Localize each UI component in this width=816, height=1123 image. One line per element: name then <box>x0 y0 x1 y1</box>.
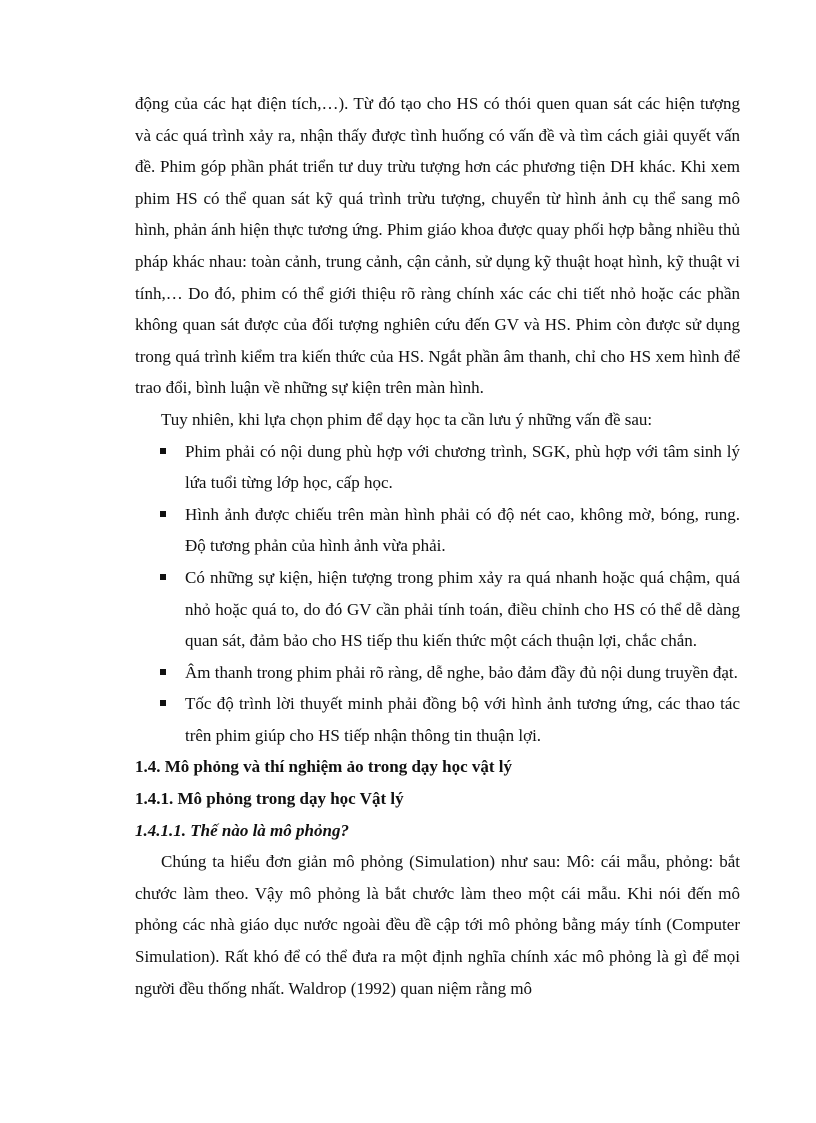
film-criteria-list <box>135 436 740 752</box>
section-heading: 1.4. Mô phỏng và thí nghiệm ảo trong dạy học vật lý <box>135 757 513 777</box>
list-item: Âm thanh trong phim phải rõ ràng, dễ nghe, bảo đảm đầy đủ nội dung truyền đạt. <box>135 657 740 689</box>
square-bullet-icon <box>160 574 166 580</box>
list-item: Hình ảnh được chiếu trên màn hình phải có độ nét cao, không mờ, bóng, rung. Độ tương phản của hình ảnh vừa phải. <box>135 499 740 562</box>
subsubsection-heading: 1.4.1.1. Thế nào là mô phỏng? <box>135 820 349 840</box>
paragraph-film-benefits: động của các hạt điện tích,…). Từ đó tạo cho HS có thói quen quan sát các hiện tượng và các quá trình xảy ra, nhận thấy được tình huống có vấn đề và tìm cách giải quyết vấn đề. Phim góp phần phát triển tư duy trừu tượng hơn các phương tiện DH khác. Khi xem phim HS có thể quan sát kỹ quá trình trừu tượng, chuyển từ hình ảnh cụ thể sang mô hình, phản ánh hiện thực tương ứng. Phim giáo khoa được quay phối hợp bằng nhiều thủ pháp khác nhau: toàn cảnh, trung cảnh, cận cảnh, sử dụng kỹ thuật hoạt hình, kỹ thuật vi tính,… Do đó, phim có thể giới thiệu rõ ràng chính xác các chi tiết nhỏ hoặc các phần không quan sát được của đối tượng nghiên cứu đến GV và HS. Phim còn được sử dụng trong quá trình kiểm tra kiến thức của HS. Ngắt phần âm thanh, chỉ cho HS xem hình để trao đổi, bình luận về những sự kiện trên màn hình. <box>135 94 740 398</box>
paragraph-film-notes-intro: Tuy nhiên, khi lựa chọn phim để dạy học ta cần lưu ý những vấn đề sau: <box>161 409 653 429</box>
list-item: Tốc độ trình lời thuyết minh phải đồng bộ với hình ảnh tương ứng, các thao tác trên phim giúp cho HS tiếp nhận thông tin thuận lợi. <box>135 688 740 751</box>
paragraph-simulation-definition: Chúng ta hiểu đơn giản mô phỏng (Simulation) như sau: Mô: cái mẫu, phỏng: bắt chước làm theo. Vậy mô phỏng là bắt chước làm theo một cái mẫu. Khi nói đến mô phỏng các nhà giáo dục nước ngoài đều đề cập tới mô phỏng bằng máy tính (Computer Simulation). Rất khó để có thể đưa ra một định nghĩa chính xác mô phỏng là gì để mọi người đều thống nhất. Waldrop (1992) quan niệm rằng mô <box>135 852 740 998</box>
list-item: Có những sự kiện, hiện tượng trong phim xảy ra quá nhanh hoặc quá chậm, quá nhỏ hoặc quá to, do đó GV cần phải tính toán, điều chỉnh cho HS có thể dễ dàng quan sát, đảm bảo cho HS tiếp thu kiến thức một cách thuận lợi, chắc chắn. <box>135 562 740 657</box>
square-bullet-icon <box>160 700 166 706</box>
square-bullet-icon <box>160 511 166 517</box>
list-item: Phim phải có nội dung phù hợp với chương trình, SGK, phù hợp với tâm sinh lý lứa tuổi từng lớp học, cấp học. <box>135 436 740 499</box>
square-bullet-icon <box>160 448 166 454</box>
square-bullet-icon <box>160 669 166 675</box>
subsection-heading: 1.4.1. Mô phỏng trong dạy học Vật lý <box>135 789 404 809</box>
document-page <box>135 88 740 1004</box>
